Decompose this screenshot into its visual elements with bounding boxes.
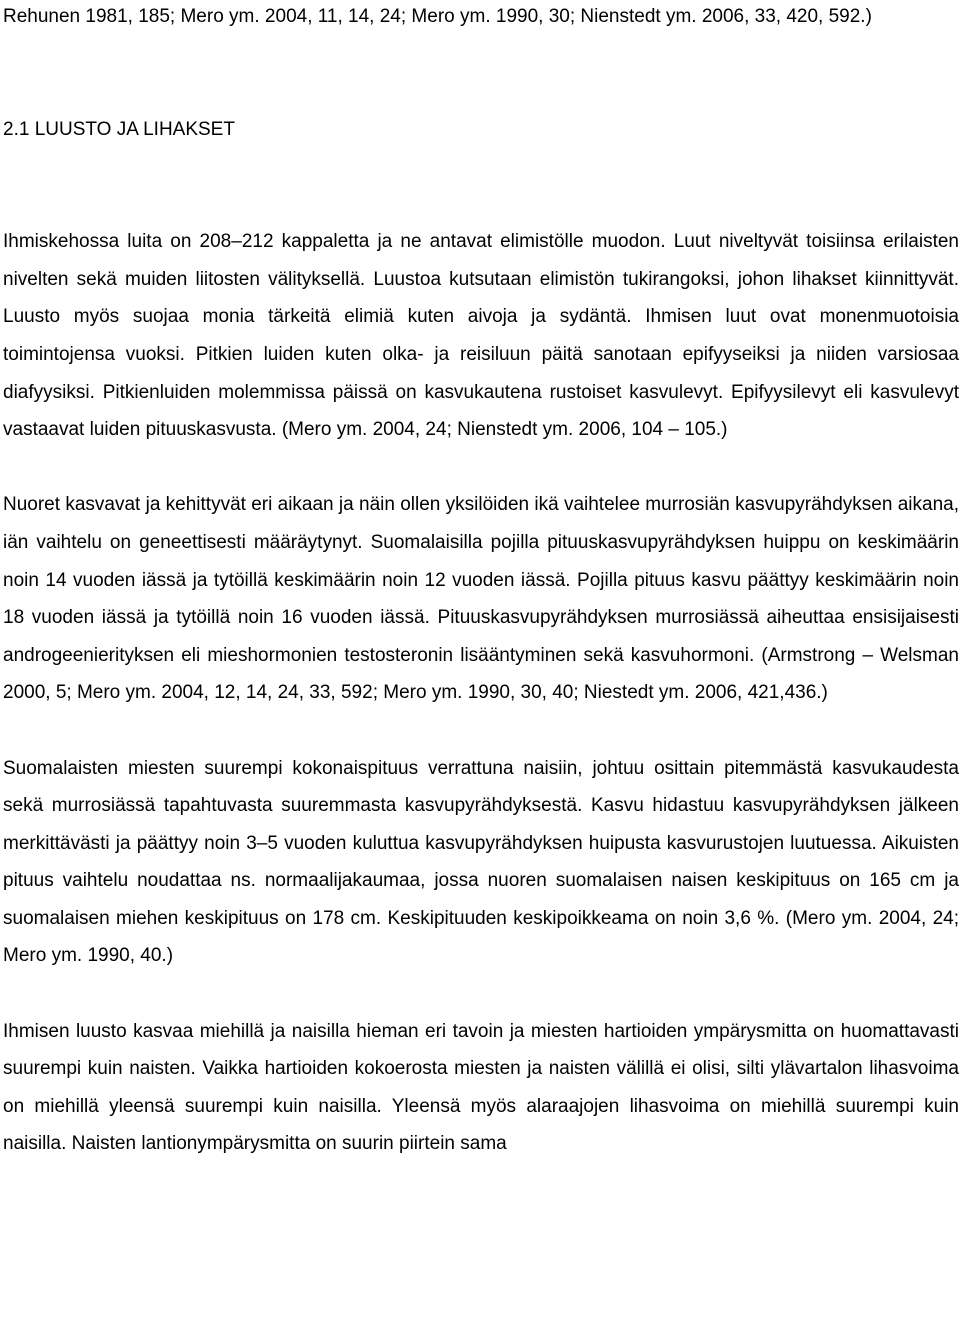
intro-fragment: Rehunen 1981, 185; Mero ym. 2004, 11, 14, 24; Mero ym. 1990, 30; Nienstedt ym. 2006, 33, 420, 592.) [3, 6, 872, 27]
spacer [3, 148, 959, 223]
paragraph-growth-spurt: Nuoret kasvavat ja kehittyvät eri aikaan ja näin ollen yksilöiden ikä vaihtelee murrosiän kasvupyrähdyksen aikana, iän vaihtelu on geneettisesti määräytynyt. Suomalaisilla pojilla pituuskasvupyrähdyksen huippu on keskimäärin noin 14 vuoden iässä ja tytöillä keskimäärin noin 12 vuoden iässä. Pojilla pituus kasvu päättyy keskimäärin noin 18 vuoden iässä ja tytöillä noin 16 vuoden iässä. Pituuskasvupyrähdyksen murrosiässä aiheuttaa ensisijaisesti androgeenierityksen eli mieshormonien testosteronin lisääntyminen sekä kasvuhormoni. (Armstrong – Welsman 2000, 5; Mero ym. 2004, 12, 14, 24, 33, 592; Mero ym. 1990, 30, 40; Niestedt ym. 2006, 421,436.) [3, 494, 959, 704]
section-heading: 2.1 LUUSTO JA LIHAKSET [3, 118, 235, 140]
spacer [3, 975, 959, 1013]
spacer [3, 36, 959, 111]
paragraph-skeleton-growth: Ihmisen luusto kasvaa miehillä ja naisilla hieman eri tavoin ja miesten hartioiden ympärysmitta on huomattavasti suurempi kuin naisten. Vaikka hartioiden kokoerosta miesten ja naisten välillä ei olisi, silti ylävartalon lihasvoima on miehillä yleensä suurempi kuin naisilla. Yleensä myös alaraajojen lihasvoima on miehillä suurempi kuin naisilla. Naisten lantionympärysmitta on suurin piirtein sama [3, 1020, 959, 1155]
paragraph-bones: Ihmiskehossa luita on 208–212 kappaletta ja ne antavat elimistölle muodon. Luut niveltyvät toisiinsa erilaisten nivelten sekä muiden liitosten välityksellä. Luustoa kutsutaan elimistön tukirangoksi, johon lihakset kiinnittyvät. Luusto myös suojaa monia tärkeitä elimiä kuten aivoja ja sydäntä. Ihmisen luut ovat monenmuotoisia toimintojensa vuoksi. Pitkien luiden kuten olka- ja reisiluun päitä sanotaan epifyyseiksi ja niiden varsiosaa diafyysiksi. Pitkienluiden molemmissa päissä on kasvukautena rustoiset kasvulevyt. Epifyysilevyt eli kasvulevyt vastaavat luiden pituuskasvusta. (Mero ym. 2004, 24; Nienstedt ym. 2006, 104 – 105.) [3, 231, 959, 441]
paragraph-height-differences: Suomalaisten miesten suurempi kokonaispituus verrattuna naisiin, johtuu osittain pitemmästä kasvukaudesta sekä murrosiässä tapahtuvasta suuremmasta kasvupyrähdyksestä. Kasvu hidastuu kasvupyrähdyksen jälkeen merkittävästi ja päättyy noin 3–5 vuoden kuluttua kasvupyrähdyksen huipusta kasvurustojen luutuessa. Aikuisten pituus vaihtelu noudattaa ns. normaalijakaumaa, jossa nuoren suomalaisen naisen keskipituus on 165 cm ja suomalaisen miehen keskipituus on 178 cm. Keskipituuden keskipoikkeama on noin 3,6 %. (Mero ym. 2004, 24; Mero ym. 1990, 40.) [3, 757, 959, 967]
spacer [3, 712, 959, 750]
spacer [3, 449, 959, 487]
document-page [3, 0, 959, 1163]
